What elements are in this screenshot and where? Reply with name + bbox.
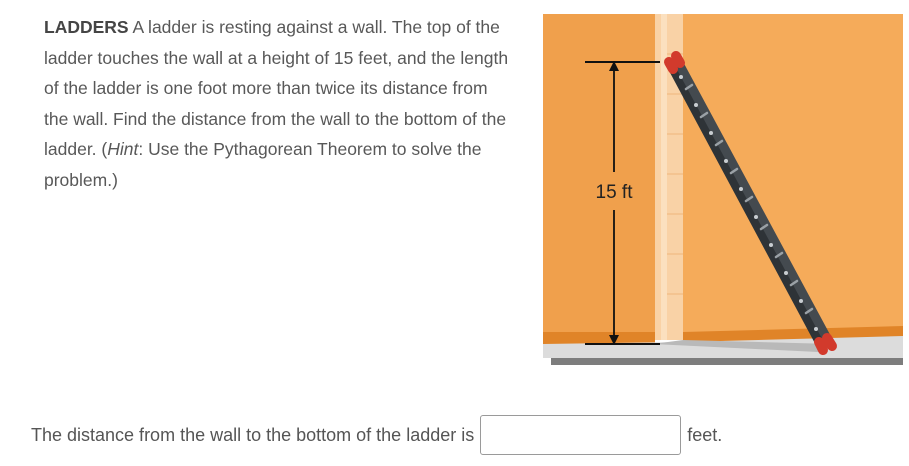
- answer-row: [31, 412, 722, 458]
- hint-word: Hint: [107, 139, 139, 159]
- ladder-foot-front: [827, 338, 832, 346]
- answer-prompt: The distance from the wall to the bottom of the ladder is: [31, 424, 475, 445]
- floor-edge: [551, 358, 903, 365]
- answer-input[interactable]: [480, 415, 681, 455]
- ladder-foot-back: [819, 342, 823, 350]
- ladder-illustration: [543, 14, 903, 370]
- ladder-top-cap-back: [669, 62, 673, 69]
- ladder-top-cap-front: [676, 56, 680, 63]
- problem-text: [44, 12, 514, 195]
- problem-label: LADDERS: [44, 17, 129, 37]
- problem-body-end: : Use the Pythagorean Theorem to solve the problem.): [44, 139, 482, 190]
- problem-body: A ladder is resting against a wall. The top of the ladder touches the wall at a height of 15 feet, and the length of the ladder is one foot more than twice its distance from the wall. Find the distance from the wall to the bottom of the ladder. (: [44, 17, 509, 159]
- answer-unit: feet.: [687, 424, 723, 445]
- left-baseboard: [543, 332, 655, 344]
- height-label: 15 ft: [595, 182, 633, 203]
